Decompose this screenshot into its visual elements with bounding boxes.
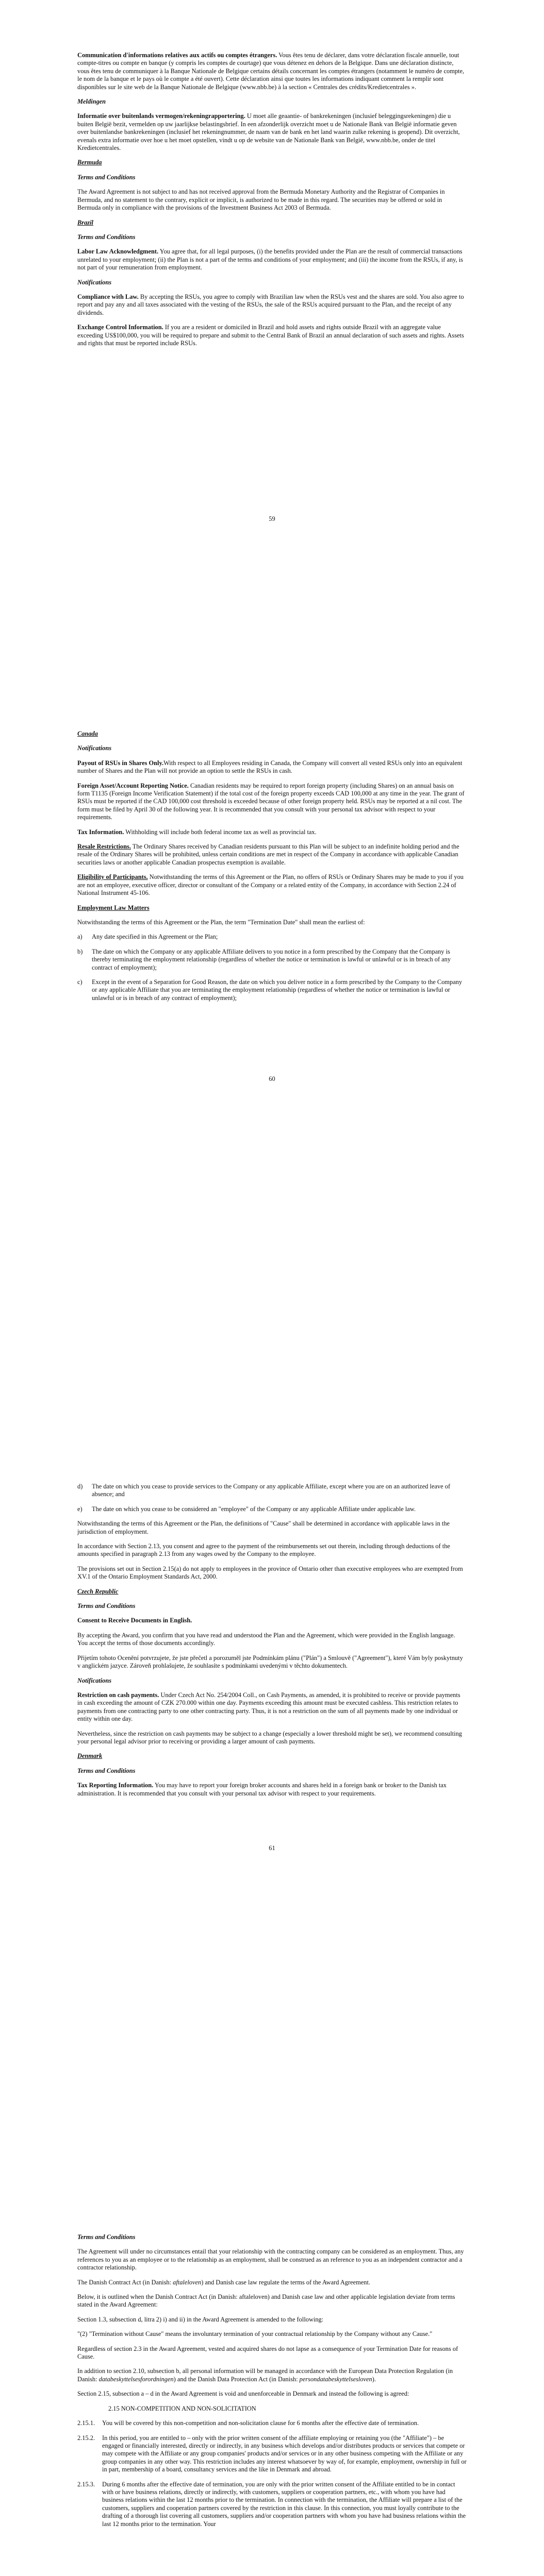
page-62 (0, 2110, 544, 2576)
denmark-tax-text: You may have to report your foreign broker accounts and shares held in a foreign bank or broker to the Danish tax administration. It is recommended that you consult with your personal tax advisor with respect to your requirements. (77, 1782, 447, 1797)
page-61-body (77, 1483, 467, 1804)
clause-item (77, 2481, 467, 2528)
brazil-title: Brazil (77, 218, 93, 226)
clause-item (77, 2419, 467, 2427)
czech-consent-heading: Consent to Receive Documents in English. (77, 1617, 192, 1624)
nl-heading: Informatie over buitenlands vermogen/rekeningrapportering. (77, 112, 245, 120)
text-run: databeskyttelsesforordningen (98, 2375, 174, 2383)
list-item-text: The date on which you cease to provide services to the Company or any applicable Affiliate, except where you are on an authorized leave of absence; and (92, 1483, 451, 1498)
list-item (77, 978, 467, 1002)
canada-payout-paragraph (77, 759, 467, 775)
list-item (77, 1505, 467, 1513)
reimbursement-text: In accordance with Section 2.13, you consent and agree to the payment of the reimbursements set out therein, including through deductions of the amounts specified in paragraph 2.13 from any wages owed by the Company to the employee. (77, 1543, 450, 1558)
list-item-text: Except in the event of a Separation for Good Reason, the date on which you deliver notice in a form prescribed by the Company to the Company or any applicable Affiliate that you are terminating the employment relationship (regardless of whether the notice or termination is lawful or unlawful or is in breach of any contract of employment); (92, 978, 463, 1002)
brazil-compliance-text: By accepting the RSUs, you agree to comply with Brazilian law when the RSUs vest and the shares are sold. You also agree to report and pay any and all taxes associated with the vesting of the RSUs, the sale of the RSUs acquired pursuant to the Plan, and the receipt of any dividends. (77, 293, 464, 316)
meldingen-heading: Meldingen (77, 98, 106, 106)
czech-terms-heading: Terms and Conditions (77, 1602, 136, 1610)
page-number: 61 (269, 1844, 275, 1852)
canada-resale-paragraph (77, 843, 467, 867)
bermuda-terms-heading: Terms and Conditions (77, 173, 136, 181)
brazil-labor-heading: Labor Law Acknowledgment. (77, 248, 159, 256)
nl-paragraph (77, 112, 467, 152)
denmark-terms-heading: Terms and Conditions (77, 1767, 136, 1774)
list-item-text: The date on which the Company or any applicable Affiliate delivers to you notice in a form prescribed by the Company that the Company is thereby terminating the employment relationship (regardless of whether the notice or termination is lawful or unlawful or is in breach of any contract of employment); (92, 947, 451, 971)
canada-emp-heading: Employment Law Matters (77, 904, 150, 911)
clause-number: 2.15.2. (77, 2434, 95, 2442)
canada-emp-intro: Notwithstanding the terms of this Agreement or the Plan, the term "Termination Date" shall mean the earliest of: (77, 918, 365, 926)
czech-consent-text: By accepting the Award, you confirm that you have read and understood the Plan and the Agreement, which were provided in the English language. You accept the terms of those documents accordingly. (77, 1631, 455, 1647)
text-run: ). (372, 2375, 376, 2383)
page-59-body (77, 52, 467, 354)
text-run: persondatabeskyttelsesloven (299, 2375, 372, 2383)
brazil-notifications-heading: Notifications (77, 278, 112, 286)
clause-number: 2.15.3. (77, 2480, 95, 2488)
canada-elig-heading: Eligibility of Participants. (77, 873, 148, 881)
page-60-body (77, 730, 467, 1009)
brazil-terms-heading: Terms and Conditions (77, 233, 136, 241)
nl-text: U moet alle geaantie- of bankrekeningen (inclusief beleggingsrekeningen) die u buiten België bezit, vermelden op uw jaarlijkse belastingsbrief. In een afzonderlijk overzicht moet u de Nationale Bank van België informatie geven over buitenlandse bankrekeningen (inclusief het rekeningnummer, de naam van de bank en het land waarin zulke rekening is geopend). Dit overzicht, evenals extra informatie over hoe u het moet opstellen, vindt u op de website van de Nationale Bank van België, www.nbb.be, onder de titel Kredietcentrales. (77, 112, 460, 152)
canada-payout-text: With respect to all Employees residing in Canada, the Company will convert all vested RSUs only into an equivalent number of Shares and the Plan will not provide an option to settle the RSUs in cash. (77, 759, 463, 775)
list-item (77, 933, 467, 941)
page-number: 59 (269, 515, 275, 522)
list-item (77, 1483, 467, 1499)
ontario-text: The provisions set out in Section 2.15(a) do not apply to employees in the province of Ontario other than executive employees who are exempted from XV.1 of the Ontario Employment Standards Act, 2000. (77, 1565, 463, 1581)
brazil-exchange-heading: Exchange Control Information. (77, 324, 163, 331)
denmark-p2 (77, 2279, 467, 2286)
clause-text: In this period, you are entitled to – only with the prior written consent of the affiliate employing or retaining you (the "Affiliate") – be engaged or financially interested, directly or indirectly, in any business which develops and/or distributes products or services that compete or may compete with the Affiliate or any group companies' products and/or services or in any other business competing with the Affiliate or any group companies in any other way. This restriction includes any interest whatsoever by way of, for example, employment, ownership in full or in part, membership of a board, consultancy services and the like in Denmark and abroad. (102, 2434, 467, 2473)
czech-notifications-heading: Notifications (77, 1676, 112, 1684)
text-run: aftaleloven (173, 2278, 202, 2286)
canada-foreign-heading: Foreign Asset/Account Reporting Notice. (77, 782, 189, 789)
list-item-text: The date on which you cease to be considered an "employee" of the Company or any applicable Affiliate under applicable law. (92, 1505, 416, 1513)
czech-restrict-paragraph (77, 1691, 467, 1723)
czech-title: Czech Republic (77, 1587, 119, 1595)
clause-215-heading: 2.15 NON-COMPETITION AND NON-SOLICITATION (108, 2404, 256, 2412)
denmark-p7: Section 2.15, subsection a – d in the Award Agreement is void and unenforceable in Denmark and instead the following is agreed: (77, 2390, 409, 2398)
brazil-exchange-paragraph (77, 324, 467, 347)
denmark-terms-heading-cont: Terms and Conditions (77, 2233, 136, 2241)
text-run: ) and the Danish Data Protection Act (in Danish: (173, 2375, 300, 2383)
clause-item (77, 2434, 467, 2474)
canada-tax-paragraph (77, 828, 467, 836)
text-run: ) and Danish case law regulate the terms of the Award Agreement. (201, 2278, 370, 2286)
page-62-body (77, 2233, 467, 2535)
canada-title: Canada (77, 730, 98, 737)
czech-consent-text-cz: Přijetím tohoto Ocenění potvrzujete, že jste přečetl a porozuměl jste Podmínkám plánu ("Plán") a Smlouvě ("Agreement"), které Vám byly poskytnuty v anglickém jazyce. Zároveň prohlašujete, že souhlasíte s podmínkami uvedenými v těchto dokumentech. (77, 1654, 463, 1670)
canada-resale-heading: Resale Restrictions. (77, 843, 131, 851)
page-number: 60 (269, 1075, 275, 1082)
denmark-quote: "(2) "Termination without Cause" means the involuntary termination of your contractual relationship by the Company without any Cause." (77, 2330, 433, 2338)
canada-foreign-text: Canadian residents may be required to report foreign property (including Shares) on an annual basis on form T1135 (Foreign Income Verification Statement) if the total cost of the foreign property exceeds CAD 100,000 at any time in the year. The grant of RSUs must be reported if the CAD 100,000 cost threshold is exceeded because of other foreign property held. RSUs may be reported at a nil cost. The form must be filed by April 30 of the following year. It is recommended that you consult with your personal tax advisor with respect to your requirements. (77, 782, 465, 821)
denmark-p6 (77, 2367, 467, 2383)
canada-tax-text: Withholding will include both federal income tax as well as provincial tax. (125, 828, 317, 836)
bermuda-title: Bermuda (77, 159, 102, 166)
denmark-tax-heading: Tax Reporting Information. (77, 1782, 154, 1789)
list-item (77, 948, 467, 972)
belgium-foreign-heading: Communication d'informations relatives aux actifs ou comptes étrangers. (77, 52, 277, 59)
canada-notifications-heading: Notifications (77, 744, 112, 752)
list-item-marker: b) (77, 947, 83, 955)
brazil-labor-text: You agree that, for all legal purposes, (i) the benefits provided under the Plan are the result of commercial transactions unrelated to your employment; (ii) the Plan is not a part of the terms and conditions of your employment; and (iii) the income from the RSUs, if any, is not part of your remuneration from employment. (77, 248, 463, 272)
denmark-p1: The Agreement will under no circumstances entail that your relationship with the contracting company can be considered as an employment. Thus, any references to you as an employee or to the relationship as an employment, shall be construed as an reference to you as an independent contractor and a contractor relationship. (77, 2248, 464, 2272)
brazil-compliance-heading: Compliance with Law. (77, 293, 139, 300)
clause-text: During 6 months after the effective date of termination, you are only with the prior written consent of the Affiliate entitled to be in contact with or have business relations, directly or indirectly, with customers, suppliers or cooperation partners, etc., with whom you have had business relations within the last 12 months prior to the termination. In connection with the termination, the Affiliate will prepare a list of the customers, suppliers and cooperation partners covered by the restriction in this clause. In this connection, you must loyally contribute to the drafting of a thorough list covering all customers, suppliers and/or cooperation partners with whom you have had business relations within the last 12 months prior to the termination. Your (102, 2480, 466, 2528)
denmark-tax-paragraph (77, 1782, 467, 1798)
text-run: In addition to section 2.10, subsection b, all personal information will be managed in accordance with the European Data Protection Regulation (in Danish: (77, 2367, 453, 2383)
brazil-exchange-text: If you are a resident or domiciled in Brazil and hold assets and rights outside Brazil with an aggregate value exceeding US$100,000, you will be required to prepare and submit to the Central Bank of Brazil an annual declaration of such assets and rights. Assets and rights that must be reported include RSUs. (77, 324, 464, 347)
page-60 (0, 703, 544, 1406)
canada-payout-heading: Payout of RSUs in Shares Only. (77, 759, 164, 767)
belgium-foreign-paragraph (77, 52, 467, 91)
clause-number: 2.15.1. (77, 2419, 95, 2427)
list-item-marker: e) (77, 1505, 83, 1513)
clause-text: You will be covered by this non-competition and non-solicitation clause for 6 months after the effective date of termination. (102, 2419, 419, 2427)
czech-restrict-heading: Restriction on cash payments. (77, 1691, 159, 1699)
page-61 (0, 1406, 544, 2110)
cause-text: Notwithstanding the terms of this Agreement or the Plan, the definitions of "Cause" shall be determined in accordance with applicable laws in the jurisdiction of employment. (77, 1520, 450, 1535)
list-item-marker: a) (77, 933, 83, 941)
denmark-p3: Below, it is outlined when the Danish Contract Act (in Danish: aftaleloven) and Danish case law and other applicable legislation deviate from terms stated in the Award Agreement: (77, 2293, 455, 2309)
canada-resale-text: The Ordinary Shares received by Canadian residents pursuant to this Plan will be subject to an indefinite holding period and the resale of the Ordinary Shares will be prohibited, unless certain conditions are met in respect of the Company in accordance with applicable Canadian securities laws or another applicable Canadian prospectus exemption is available. (77, 843, 459, 866)
canada-foreign-paragraph (77, 782, 467, 822)
denmark-title: Denmark (77, 1752, 103, 1760)
belgium-foreign-text: Vous êtes tenu de déclarer, dans votre déclaration fiscale annuelle, tout compte-titres ou compte en banque (y compris les comptes de courtage) que vous détenez en dehors de la Belgique. Dans une déclaration distincte, vous êtes tenu de communiquer à la Banque Nationale de Belgique certains détails concernant les comptes étrangers (notamment le numéro de compte, le nom de la banque et le pays où le compte a été ouvert). Cette déclaration ainsi que toutes les informations indiquant comment la remplir sont disponibles sur le site web de la Banque Nationale de Belgique (www.nbb.be) à la section « Centrales des crédits/Kredietcentrales ». (77, 52, 465, 91)
bermuda-text: The Award Agreement is not subject to and has not received approval from the Bermuda Monetary Authority and the Registrar of Companies in Bermuda, and no statement to the contrary, explicit or implicit, is authorized to be made in this regard. The securities may be offered or sold in Bermuda only in compliance with the provisions of the Investment Business Act 2003 of Bermuda. (77, 188, 445, 212)
czech-restrict-text: Under Czech Act No. 254/2004 Coll., on Cash Payments, as amended, it is prohibited to receive or provide payments in cash exceeding the amount of CZK 270.000 within one day. Payments exceeding this amount must be executed cashless. This restriction relates to payments from one contracting party to one other contracting party. Thus, it is not a restriction on the sum of all payments made by one individual or entity within one day. (77, 1691, 460, 1723)
list-item-text: Any date specified in this Agreement or the Plan; (92, 933, 218, 941)
czech-nevertheless-text: Nevertheless, since the restriction on cash payments may be subject to a change (especially a lower threshold might be set), we recommend consulting your personal legal advisor prior to receiving or providing a larger amount of cash payments. (77, 1730, 462, 1745)
denmark-p4: Section 1.3, subsection d, litra 2) i) and ii) in the Award Agreement is amended to the following: (77, 2315, 324, 2323)
canada-elig-paragraph (77, 873, 467, 897)
list-item-marker: c) (77, 978, 83, 986)
canada-elig-text: Notwithstanding the terms of this Agreement or the Plan, no offers of RSUs or Ordinary Shares may be made to you if you are not an employee, executive officer, director or consultant of the Company or a related entity of the Company, in accordance with Section 2.24 of National Instrument 45-106. (77, 873, 464, 897)
brazil-labor-paragraph (77, 248, 467, 272)
list-item-marker: d) (77, 1483, 83, 1490)
brazil-compliance-paragraph (77, 293, 467, 317)
page-59 (0, 0, 544, 703)
text-run: The Danish Contract Act (in Danish: (77, 2278, 173, 2286)
canada-tax-heading: Tax Information. (77, 828, 124, 836)
denmark-p5: Regardless of section 2.3 in the Award Agreement, vested and acquired shares do not lapse as a consequence of your Termination Date for reasons of Cause. (77, 2345, 458, 2361)
